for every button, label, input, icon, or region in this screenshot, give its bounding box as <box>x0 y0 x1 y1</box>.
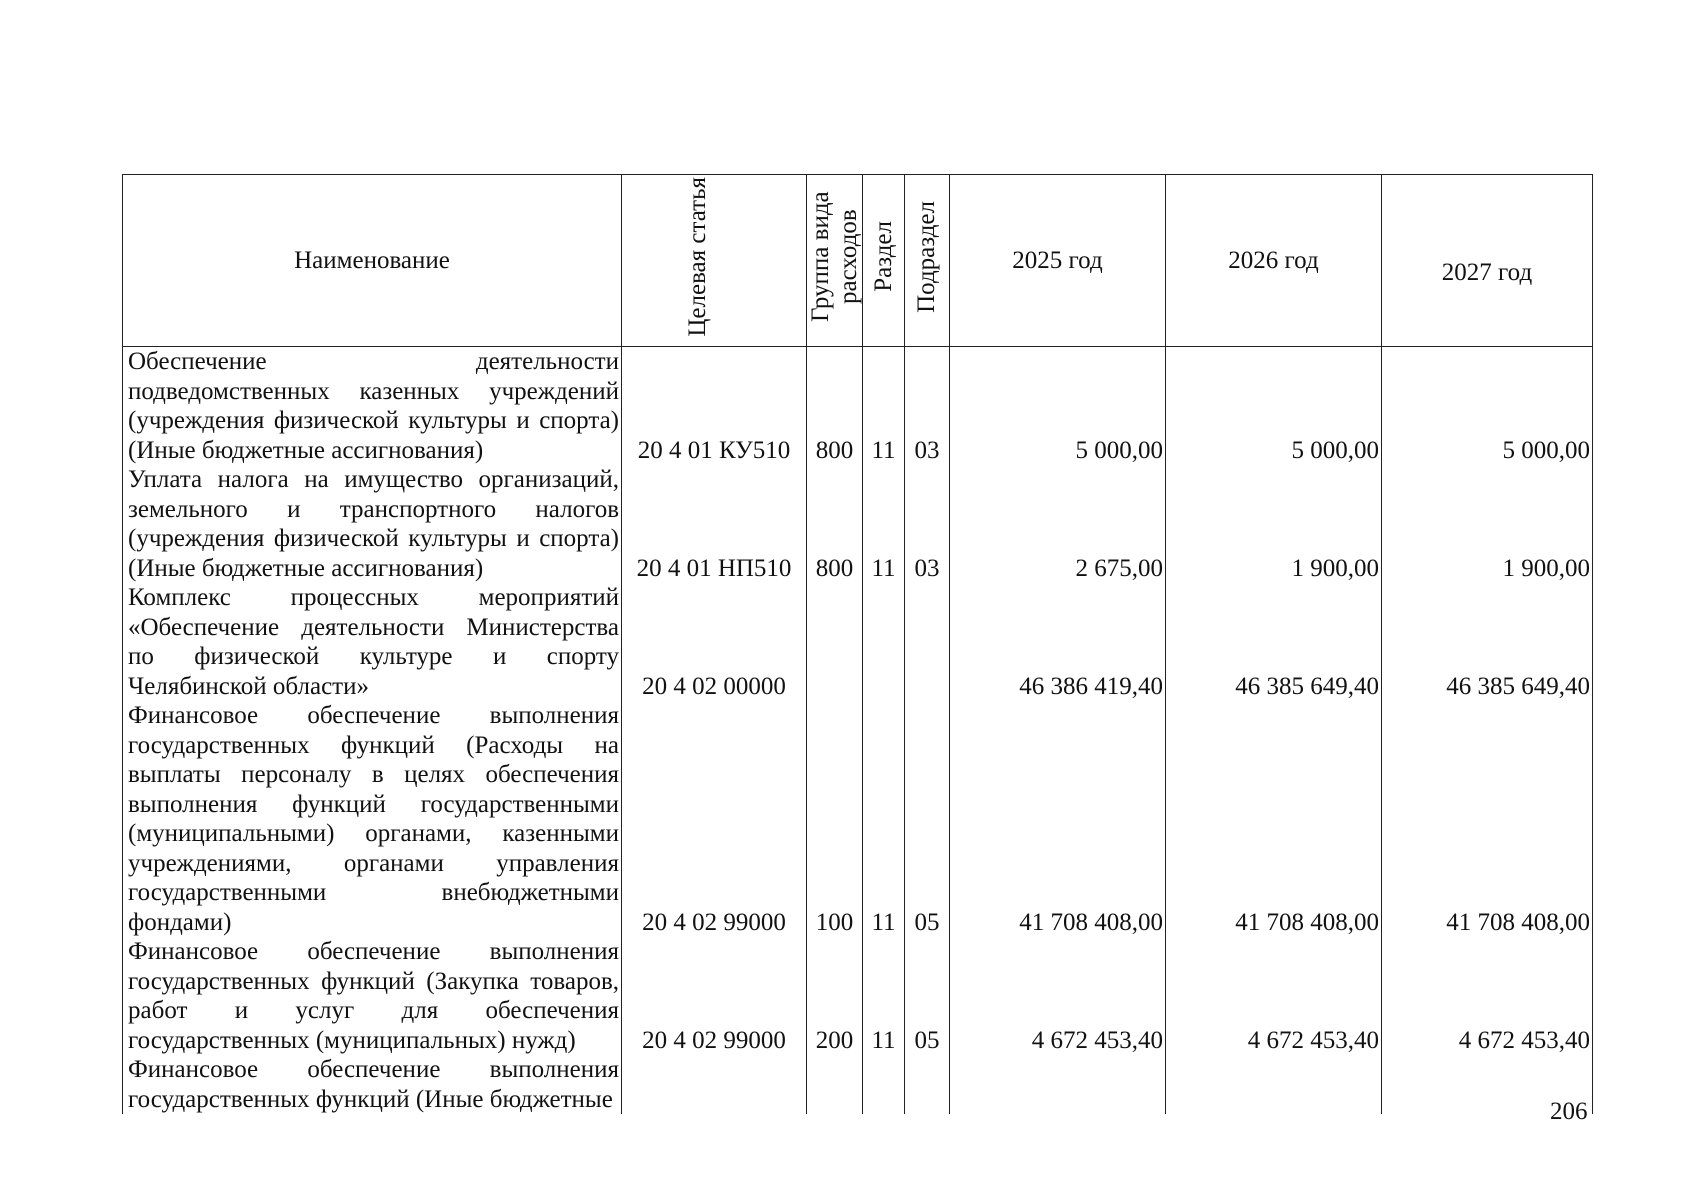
row-section: 11 <box>863 937 905 1055</box>
row-article: 20 4 01 НП510 <box>622 465 807 583</box>
row-name: Комплекс процессных мероприятий «Обеспечение деятельности Министерства по физической культуре и спорту Челябинской области» <box>123 583 622 701</box>
row-section <box>863 583 905 701</box>
header-name: Наименование <box>123 175 622 347</box>
table-header-row <box>123 175 1593 347</box>
table-row <box>123 583 1593 701</box>
row-2025 <box>950 1055 1166 1114</box>
row-name: Обеспечение деятельности подведомственных казенных учреждений (учреждения физической культуры и спорта) (Иные бюджетные ассигнования) <box>123 347 622 466</box>
row-group <box>807 583 863 701</box>
row-2025: 41 708 408,00 <box>950 701 1166 937</box>
header-2026: 2026 год <box>1166 175 1382 347</box>
row-article: 20 4 02 99000 <box>622 701 807 937</box>
row-2027: 5 000,00 <box>1382 347 1593 466</box>
row-name: Уплата налога на имущество организаций, земельного и транспортного налогов (учреждения физической культуры и спорта) (Иные бюджетные ассигнования) <box>123 465 622 583</box>
row-subsection: 03 <box>905 347 950 466</box>
row-group: 100 <box>807 701 863 937</box>
table-row <box>123 1055 1593 1114</box>
row-group: 800 <box>807 347 863 466</box>
row-2025: 46 386 419,40 <box>950 583 1166 701</box>
row-2026: 41 708 408,00 <box>1166 701 1382 937</box>
row-subsection: 05 <box>905 701 950 937</box>
row-name: Финансовое обеспечение выполнения государственных функций (Расходы на выплаты персоналу в целях обеспечения выполнения функций государственными (муниципальными) органами, казенными учреждениями, органами управления государственными внебюджетными фондами) <box>123 701 622 937</box>
page-number: 206 <box>1550 1098 1588 1125</box>
row-2027: 4 672 453,40 <box>1382 937 1593 1055</box>
row-section <box>863 1055 905 1114</box>
row-name: Финансовое обеспечение выполнения государственных функций (Закупка товаров, работ и услуг для обеспечения государственных (муниципальных) нужд) <box>123 937 622 1055</box>
row-subsection: 03 <box>905 465 950 583</box>
row-2026 <box>1166 1055 1382 1114</box>
row-article: 20 4 02 00000 <box>622 583 807 701</box>
row-subsection <box>905 1055 950 1114</box>
row-group: 800 <box>807 465 863 583</box>
table-row <box>123 347 1593 466</box>
header-target-article: Целевая статья <box>622 175 807 347</box>
row-group <box>807 1055 863 1114</box>
row-2026: 1 900,00 <box>1166 465 1382 583</box>
table-row <box>123 465 1593 583</box>
table-row <box>123 701 1593 937</box>
row-section: 11 <box>863 347 905 466</box>
row-section: 11 <box>863 701 905 937</box>
row-2027: 46 385 649,40 <box>1382 583 1593 701</box>
row-name: Финансовое обеспечение выполнения государственных функций (Иные бюджетные <box>123 1055 622 1114</box>
row-2026: 4 672 453,40 <box>1166 937 1382 1055</box>
row-subsection: 05 <box>905 937 950 1055</box>
row-2026: 46 385 649,40 <box>1166 583 1382 701</box>
header-2027: 2027 год <box>1382 175 1593 347</box>
row-article: 20 4 01 КУ510 <box>622 347 807 466</box>
header-section: Раздел <box>863 175 905 347</box>
row-group: 200 <box>807 937 863 1055</box>
row-2025: 2 675,00 <box>950 465 1166 583</box>
row-2026: 5 000,00 <box>1166 347 1382 466</box>
budget-table <box>122 174 1593 1114</box>
header-subsection: Подраздел <box>905 175 950 347</box>
row-2025: 5 000,00 <box>950 347 1166 466</box>
row-subsection <box>905 583 950 701</box>
row-section: 11 <box>863 465 905 583</box>
row-article: 20 4 02 99000 <box>622 937 807 1055</box>
row-article <box>622 1055 807 1114</box>
header-expense-group: Группа вида расходов <box>807 175 863 347</box>
row-2027: 41 708 408,00 <box>1382 701 1593 937</box>
row-2025: 4 672 453,40 <box>950 937 1166 1055</box>
row-2027: 1 900,00 <box>1382 465 1593 583</box>
header-2025: 2025 год <box>950 175 1166 347</box>
table-row <box>123 937 1593 1055</box>
